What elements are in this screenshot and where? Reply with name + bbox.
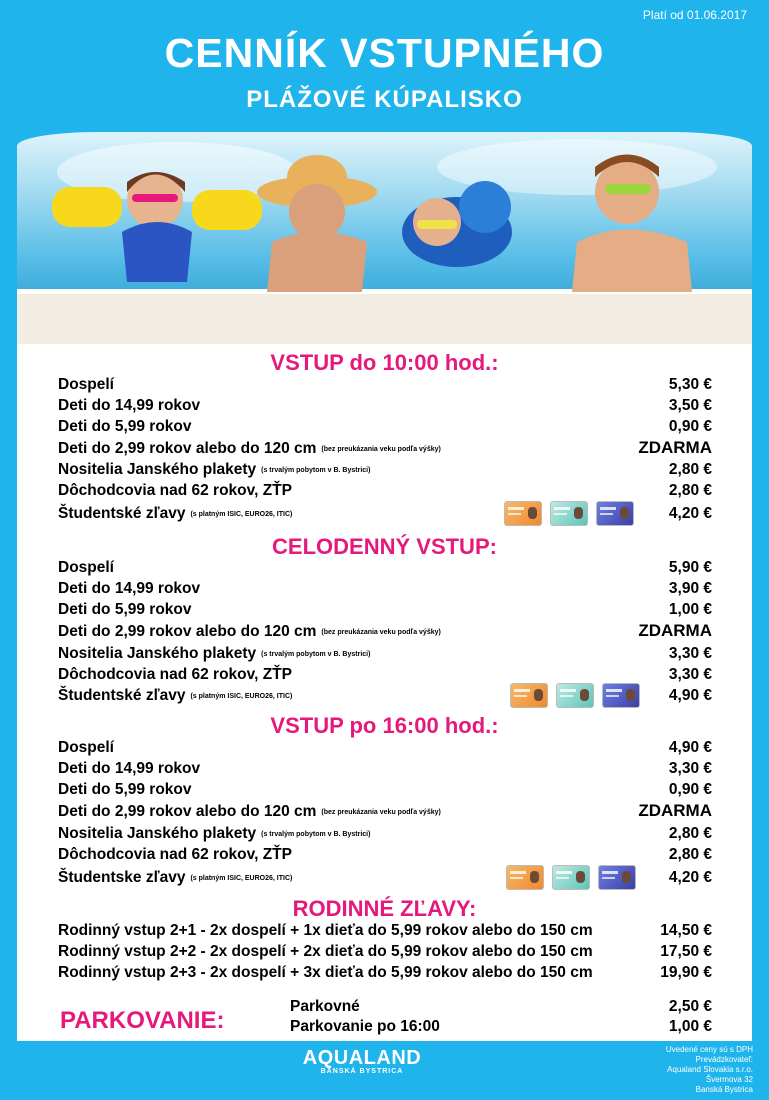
- row-label: Študentské zľavy: [58, 687, 186, 704]
- isic-card-icon: [504, 501, 542, 526]
- row-price: 1,00 €: [668, 1018, 712, 1035]
- row-price: 19,90 €: [660, 964, 712, 981]
- price-row: [58, 846, 712, 866]
- row-price: 4,90 €: [668, 739, 712, 756]
- row-price: 2,80 €: [668, 846, 712, 863]
- price-row: [58, 559, 712, 579]
- row-note: (bez preukázania veku podľa výšky): [321, 629, 441, 636]
- note-line: Švermova 32: [705, 1075, 753, 1084]
- row-price: ZDARMA: [638, 438, 712, 457]
- price-row: [58, 825, 712, 845]
- isic-card-icon: [510, 683, 548, 708]
- row-note: (bez preukázania veku podľa výšky): [321, 809, 441, 816]
- section-title-morning: VSTUP do 10:00 hod.:: [270, 350, 499, 375]
- row-price: 1,00 €: [668, 601, 712, 618]
- price-row: [58, 461, 712, 481]
- row-price: 4,20 €: [668, 869, 712, 886]
- row-label: Dôchodcovia nad 62 rokov, ZŤP: [58, 666, 292, 683]
- price-row: [58, 601, 712, 621]
- price-row: [58, 376, 712, 396]
- price-row: [58, 781, 712, 801]
- row-price: 2,80 €: [668, 482, 712, 499]
- row-price: 2,80 €: [668, 461, 712, 478]
- price-row: [58, 803, 712, 823]
- row-label: Nositelia Janského plakety: [58, 645, 257, 662]
- student-cards: [506, 865, 636, 890]
- row-label: Parkovanie po 16:00: [290, 1018, 440, 1035]
- row-note: (s trvalým pobytom v B. Bystrici): [261, 831, 371, 838]
- row-note: (s platným ISIC, EURO26, ITIC): [190, 875, 293, 882]
- row-price: ZDARMA: [638, 621, 712, 640]
- row-label: Dospelí: [58, 376, 114, 393]
- section-title-fullday: CELODENNÝ VSTUP:: [272, 534, 497, 559]
- row-label: Deti do 5,99 rokov: [58, 781, 192, 798]
- section-title-parking: PARKOVANIE:: [60, 1007, 225, 1034]
- row-label: Rodinný vstup 2+2 - 2x dospelí + 2x dieťa do 5,99 rokov alebo do 150 cm: [58, 943, 593, 960]
- row-label: Nositelia Janského plakety: [58, 461, 257, 478]
- parking-row: [290, 1018, 712, 1038]
- row-price: 3,30 €: [668, 666, 712, 683]
- euro26-card-icon: [556, 683, 594, 708]
- section-title-family: RODINNÉ ZĽAVY:: [292, 896, 477, 921]
- price-row: [58, 645, 712, 665]
- row-label: Dospelí: [58, 559, 114, 576]
- note-line: Aqualand Slovakia s.r.o.: [667, 1065, 753, 1074]
- isic-card-icon: [506, 865, 544, 890]
- logo-main-text: AQUALAND: [302, 1047, 422, 1069]
- price-row: [58, 418, 712, 438]
- row-label: Nositelia Janského plakety: [58, 825, 257, 842]
- row-price: 2,50 €: [668, 998, 712, 1015]
- row-label: Študentske zľavy: [58, 869, 186, 886]
- student-cards: [504, 501, 634, 526]
- row-price: 5,90 €: [668, 559, 712, 576]
- student-cards: [510, 683, 640, 708]
- price-row: [58, 440, 712, 460]
- row-price: 5,30 €: [668, 376, 712, 393]
- row-note: (s platným ISIC, EURO26, ITIC): [190, 693, 293, 700]
- row-price: 4,20 €: [668, 505, 712, 522]
- row-label: Deti do 5,99 rokov: [58, 418, 192, 435]
- note-line: Banská Bystrica: [695, 1085, 753, 1094]
- price-row: [58, 760, 712, 780]
- row-label: Dospelí: [58, 739, 114, 756]
- row-label: Študentské zľavy: [58, 505, 186, 522]
- row-label: Deti do 2,99 rokov alebo do 120 cm: [58, 803, 317, 820]
- row-label: Deti do 5,99 rokov: [58, 601, 192, 618]
- row-note: (s trvalým pobytom v B. Bystrici): [261, 651, 371, 658]
- price-row: [58, 739, 712, 759]
- row-note: (s trvalým pobytom v B. Bystrici): [261, 467, 371, 474]
- parking-row: [290, 998, 712, 1018]
- price-row: [58, 505, 712, 525]
- row-note: (s platným ISIC, EURO26, ITIC): [190, 511, 293, 518]
- euro26-card-icon: [552, 865, 590, 890]
- hero-photo: [17, 132, 752, 344]
- row-label: Parkovné: [290, 998, 360, 1015]
- aqualand-logo: [300, 1047, 424, 1075]
- price-row: [58, 623, 712, 643]
- price-row: [58, 869, 712, 889]
- operator-note: [613, 1045, 753, 1095]
- row-price: 2,80 €: [668, 825, 712, 842]
- row-label: Rodinný vstup 2+3 - 2x dospelí + 3x dieťa do 5,99 rokov alebo do 150 cm: [58, 964, 593, 981]
- itic-card-icon: [602, 683, 640, 708]
- note-line: Uvedené ceny sú s DPH: [665, 1045, 753, 1054]
- row-label: Deti do 14,99 rokov: [58, 760, 201, 777]
- row-label: Deti do 14,99 rokov: [58, 580, 201, 597]
- family-row: [58, 922, 712, 942]
- page-title: CENNÍK VSTUPNÉHO: [164, 30, 605, 76]
- section-title-afternoon: VSTUP po 16:00 hod.:: [270, 713, 499, 738]
- page-subtitle: PLÁŽOVÉ KÚPALISKO: [246, 86, 523, 113]
- valid-from-date: Platí od 01.06.2017: [642, 8, 747, 22]
- row-note: (bez preukázania veku podľa výšky): [321, 446, 441, 453]
- price-row: [58, 482, 712, 502]
- family-row: [58, 943, 712, 963]
- row-label: Dôchodcovia nad 62 rokov, ZŤP: [58, 482, 292, 499]
- row-price: 17,50 €: [660, 943, 712, 960]
- euro26-card-icon: [550, 501, 588, 526]
- price-row: [58, 397, 712, 417]
- itic-card-icon: [596, 501, 634, 526]
- row-price: 0,90 €: [668, 418, 712, 435]
- logo-sub-text: BANSKÁ BYSTRICA: [320, 1068, 404, 1075]
- itic-card-icon: [598, 865, 636, 890]
- row-label: Deti do 2,99 rokov alebo do 120 cm: [58, 623, 317, 640]
- row-price: ZDARMA: [638, 801, 712, 820]
- row-price: 14,50 €: [660, 922, 712, 939]
- row-label: Rodinný vstup 2+1 - 2x dospelí + 1x dieťa do 5,99 rokov alebo do 150 cm: [58, 922, 593, 939]
- row-label: Dôchodcovia nad 62 rokov, ZŤP: [58, 846, 292, 863]
- family-row: [58, 964, 712, 984]
- price-row: [58, 580, 712, 600]
- row-price: 3,50 €: [668, 397, 712, 414]
- row-label: Deti do 14,99 rokov: [58, 397, 201, 414]
- row-label: Deti do 2,99 rokov alebo do 120 cm: [58, 440, 317, 457]
- row-price: 4,90 €: [668, 687, 712, 704]
- row-price: 0,90 €: [668, 781, 712, 798]
- row-price: 3,30 €: [668, 645, 712, 662]
- row-price: 3,90 €: [668, 580, 712, 597]
- price-row: [58, 687, 712, 707]
- row-price: 3,30 €: [668, 760, 712, 777]
- note-line: Prevádzkovateľ:: [695, 1055, 753, 1064]
